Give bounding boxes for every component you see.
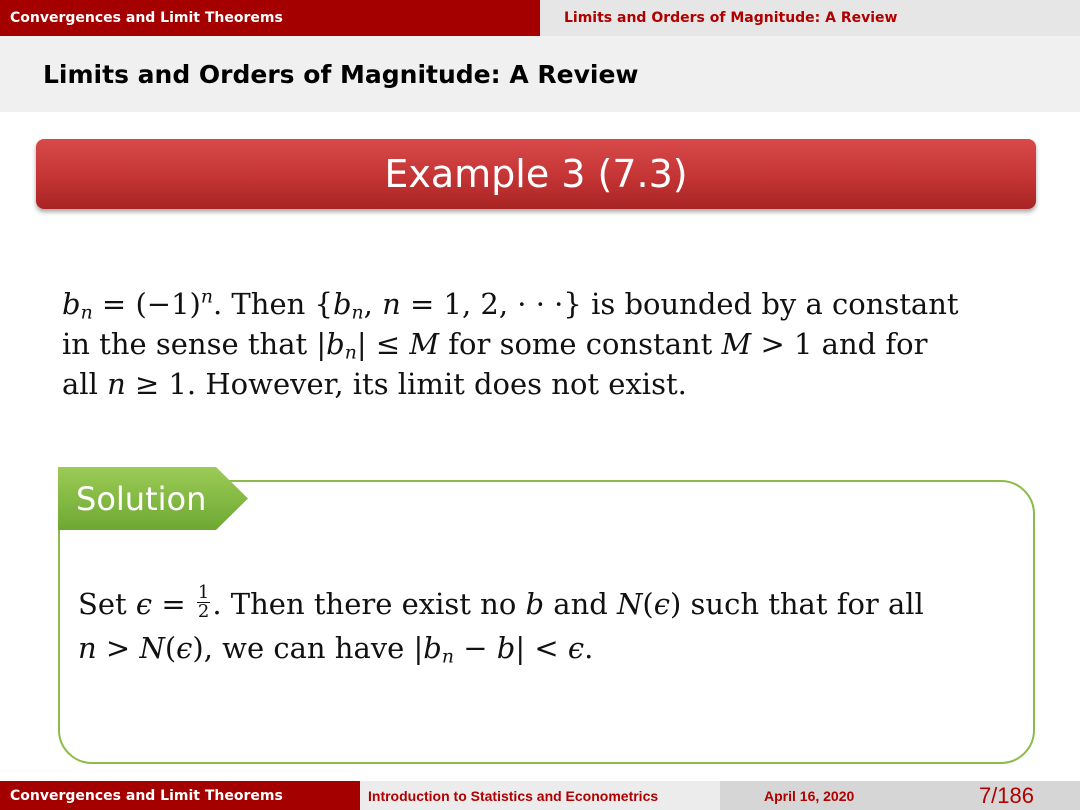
fraction-numerator: 1 — [197, 581, 210, 603]
top-navigation-bar — [0, 0, 1080, 36]
math-var: b — [62, 287, 81, 321]
math-var: b — [525, 587, 545, 621]
math-var: ϵ — [135, 587, 153, 621]
text: all — [62, 367, 108, 401]
math-var: n — [80, 302, 93, 324]
math-var: ϵ — [567, 631, 585, 665]
text: . — [584, 631, 594, 665]
frame-title: Limits and Orders of Magnitude: A Review — [0, 36, 1080, 112]
text: in the sense that | — [62, 327, 327, 361]
math-var: b — [332, 287, 352, 321]
solution-tag — [58, 467, 248, 530]
example-statement — [62, 284, 1022, 404]
example-banner: Example 3 (7.3) — [36, 139, 1036, 209]
solution-line-2 — [78, 626, 1024, 670]
header-subsection-title[interactable]: Limits and Orders of Magnitude: A Review — [540, 0, 1080, 36]
statement-line-3 — [62, 364, 1022, 404]
text: . Then there exist no — [212, 587, 526, 621]
math-subscript — [81, 303, 93, 324]
math-var: n — [78, 631, 97, 665]
text: | < — [515, 631, 568, 665]
math-var: M — [721, 327, 752, 361]
math-var: M — [409, 327, 440, 361]
math-var: n — [382, 287, 401, 321]
math-var: N — [139, 631, 165, 665]
math-var: ϵ — [176, 631, 193, 665]
text: and — [544, 587, 618, 621]
page-number: 7/186 — [978, 782, 1034, 808]
text: = (−1) — [92, 287, 201, 321]
text: ), we can have | — [192, 631, 424, 665]
statement-line-2 — [62, 324, 1022, 364]
text: > — [96, 631, 140, 665]
text: ) such that for all — [670, 587, 924, 621]
solution-label: Solution — [76, 479, 207, 518]
text: . Then { — [212, 287, 333, 321]
text: ( — [164, 631, 177, 665]
footer-course[interactable]: Introduction to Statistics and Econometrics — [360, 781, 720, 810]
math-var: n — [344, 342, 357, 364]
math-subscript — [442, 647, 454, 668]
math-var: ϵ — [653, 587, 670, 621]
text: , — [363, 287, 383, 321]
text: = — [152, 587, 195, 621]
footer-section[interactable]: Convergences and Limit Theorems — [0, 781, 360, 810]
text: ( — [642, 587, 654, 621]
math-var: b — [423, 631, 442, 665]
math-var: b — [496, 631, 516, 665]
footer-date: April 16, 2020 — [764, 787, 855, 804]
math-var: n — [441, 646, 454, 668]
text: = 1, 2, · · ·} is bounded by a constant — [400, 287, 959, 321]
text: for some constant — [439, 327, 722, 361]
header-section-title[interactable]: Convergences and Limit Theorems — [0, 0, 540, 36]
statement-line-1 — [62, 284, 1022, 324]
solution-text — [78, 582, 1024, 670]
fraction-denominator: 2 — [197, 600, 210, 622]
text: Set — [78, 587, 136, 621]
footer-bar — [0, 781, 1080, 810]
math-var: n — [351, 302, 364, 324]
math-var: n — [107, 367, 126, 401]
math-fraction — [197, 581, 210, 622]
math-superscript — [201, 287, 213, 308]
text: > 1 and for — [751, 327, 928, 361]
footer-right — [720, 781, 1080, 810]
math-var: n — [200, 286, 213, 308]
math-var: b — [326, 327, 345, 361]
math-subscript — [345, 343, 357, 364]
math-subscript — [352, 303, 364, 324]
text: − — [454, 631, 497, 665]
math-var: N — [617, 587, 643, 621]
solution-line-1 — [78, 582, 1024, 626]
text: | ≤ — [356, 327, 410, 361]
text: ≥ 1. However, its limit does not exist. — [125, 367, 687, 401]
